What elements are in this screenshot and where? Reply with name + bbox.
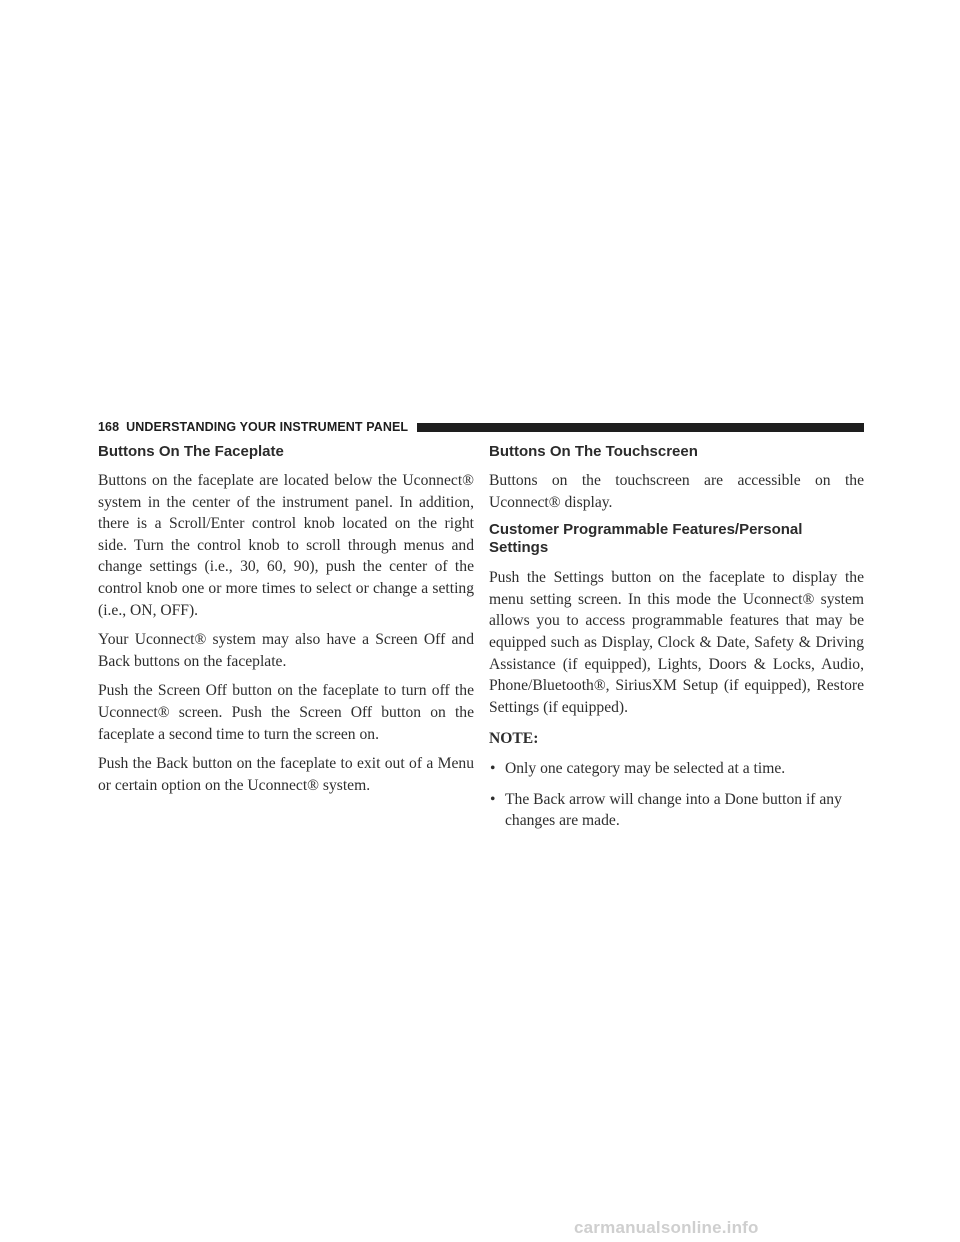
paragraph-touchscreen: Buttons on the touchscreen are accessible on the Uconnect® display.: [489, 472, 864, 511]
section-title: UNDERSTANDING YOUR INSTRUMENT PANEL: [126, 420, 409, 434]
list-item-text: Only one category may be selected at a time.: [505, 759, 786, 777]
list-item-text: The Back arrow will change into a Done button if any changes are made.: [505, 790, 842, 830]
paragraph-faceplate-intro: Buttons on the faceplate are located below the Uconnect® system in the center of the instrument panel. In addition, there is a Scroll/Enter control knob located on the right side. Turn the control knob to scroll through menus and change settings (i.e., 30, 60, 90), push the center of the control knob one or more times to select or change a setting (i.e., ON, OFF).: [98, 472, 474, 619]
paragraph-settings: Push the Settings button on the faceplate to display the menu setting screen. In this mode the Uconnect® system allows you to access programmable features that may be equipped such as Display, Clock & Date, Safety & Driving Assistance (if equipped), Lights, Doors & Locks, Audio, Phone/Bluetooth®, SiriusXM Setup (if equipped), Restore Settings (if equipped).: [489, 569, 864, 716]
header-rule: [417, 423, 864, 432]
bullet-icon: •: [490, 759, 496, 777]
paragraph-screen-off-usage: Push the Screen Off button on the faceplate to turn off the Uconnect® screen. Push the Screen Off button on the faceplate a second time to turn the screen on.: [98, 682, 474, 743]
bullet-icon: •: [490, 790, 496, 808]
watermark: carmanualsonline.info: [574, 1218, 759, 1237]
paragraph-back-usage: Push the Back button on the faceplate to exit out of a Menu or certain option on the Uconnect® system.: [98, 755, 474, 794]
list-item: [489, 789, 864, 832]
note-label: NOTE:: [489, 730, 539, 748]
heading-programmable-features: Customer Programmable Features/Personal Settings: [489, 521, 803, 557]
note-list: [489, 758, 864, 832]
page-header: [98, 418, 864, 436]
page-number: 168: [98, 420, 120, 434]
paragraph-screen-off-back: Your Uconnect® system may also have a Screen Off and Back buttons on the faceplate.: [98, 631, 474, 670]
list-item: [489, 758, 864, 780]
heading-touchscreen-buttons: Buttons On The Touchscreen: [489, 443, 698, 460]
left-column: [98, 440, 474, 804]
right-column: [489, 440, 864, 841]
heading-faceplate-buttons: Buttons On The Faceplate: [98, 443, 284, 460]
